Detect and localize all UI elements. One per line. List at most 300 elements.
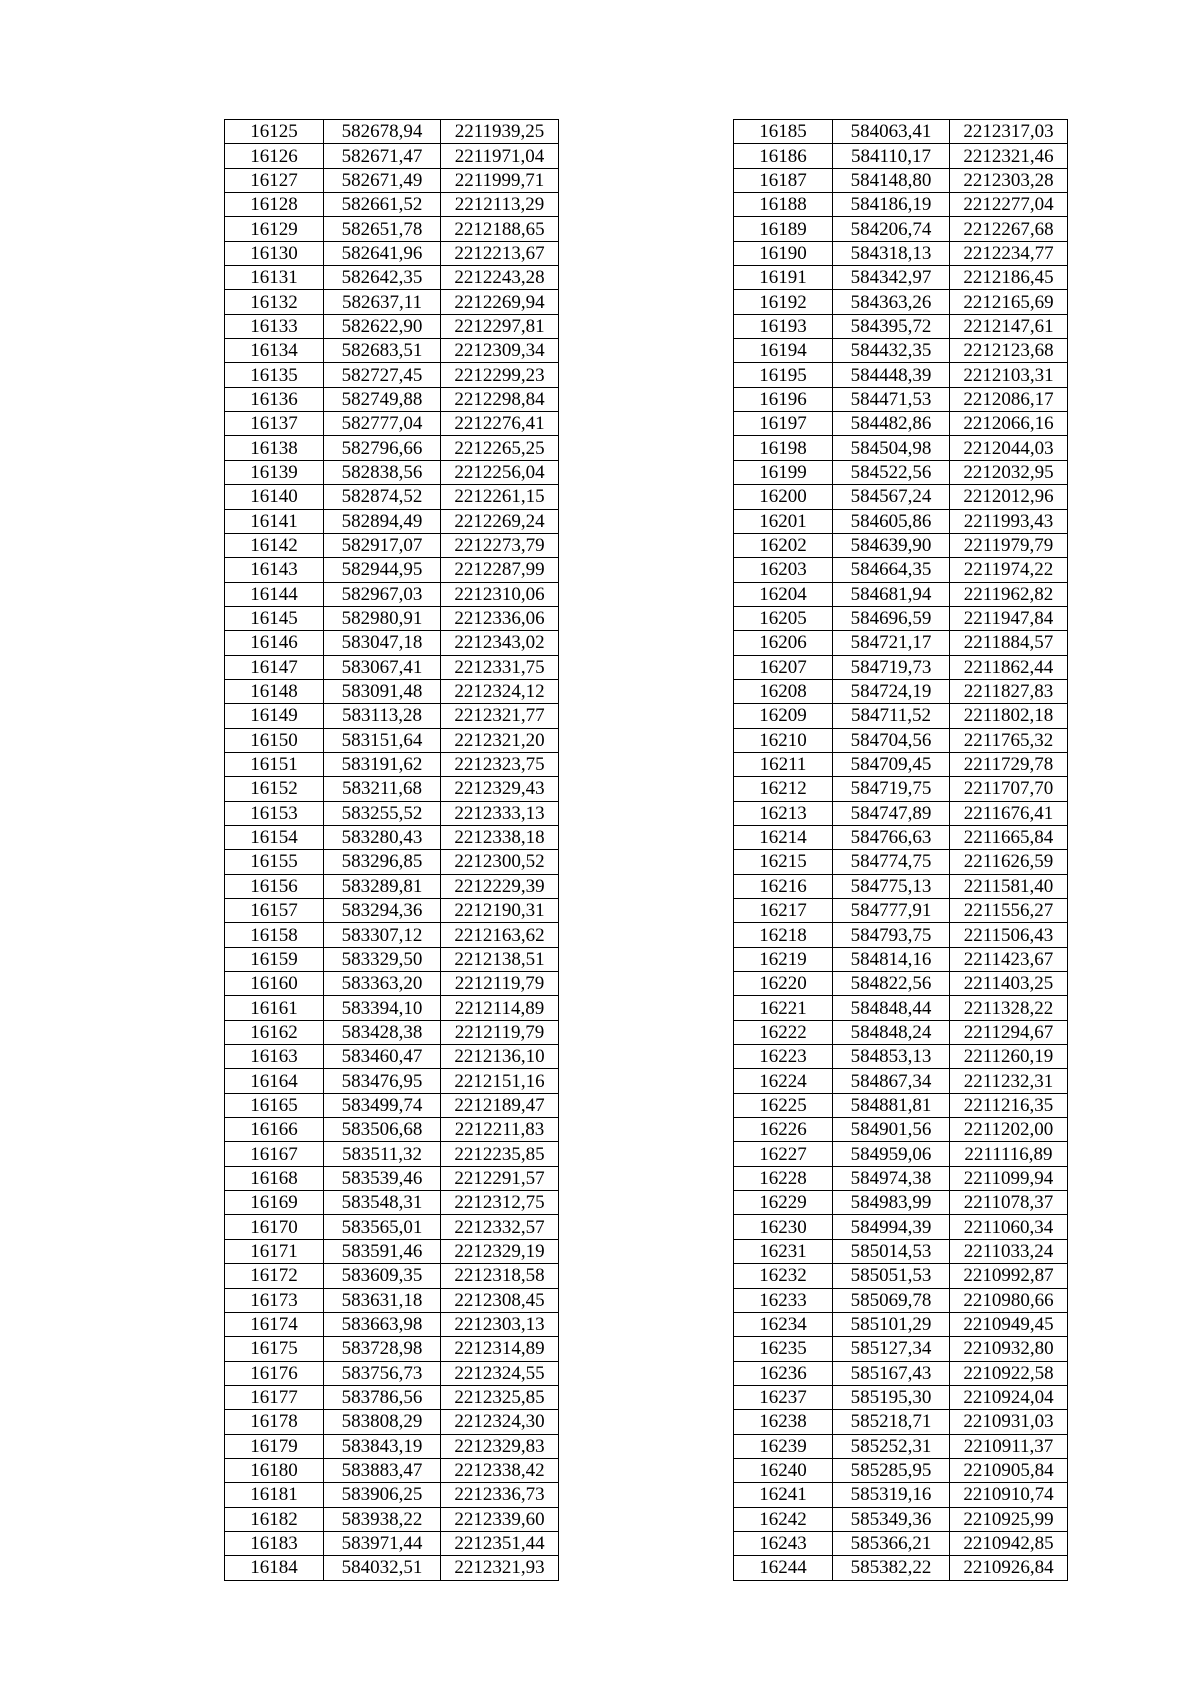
x-coordinate-cell: 583280,43 bbox=[324, 825, 441, 849]
y-coordinate-cell: 2212314,89 bbox=[441, 1337, 559, 1361]
point-number-cell: 16153 bbox=[225, 801, 324, 825]
table-row bbox=[225, 144, 559, 168]
x-coordinate-cell: 582642,35 bbox=[324, 266, 441, 290]
point-number-cell: 16196 bbox=[734, 387, 833, 411]
y-coordinate-cell: 2212323,75 bbox=[441, 752, 559, 776]
x-coordinate-cell: 583565,01 bbox=[324, 1215, 441, 1239]
table-row bbox=[225, 728, 559, 752]
table-row bbox=[225, 509, 559, 533]
x-coordinate-cell: 584721,17 bbox=[833, 631, 950, 655]
table-row bbox=[734, 1410, 1068, 1434]
x-coordinate-cell: 584522,56 bbox=[833, 460, 950, 484]
x-coordinate-cell: 582980,91 bbox=[324, 606, 441, 630]
table-row bbox=[734, 752, 1068, 776]
point-number-cell: 16200 bbox=[734, 485, 833, 509]
y-coordinate-cell: 2211665,84 bbox=[950, 825, 1068, 849]
y-coordinate-cell: 2212276,41 bbox=[441, 412, 559, 436]
point-number-cell: 16199 bbox=[734, 460, 833, 484]
y-coordinate-cell: 2212235,85 bbox=[441, 1142, 559, 1166]
point-number-cell: 16198 bbox=[734, 436, 833, 460]
y-coordinate-cell: 2211033,24 bbox=[950, 1239, 1068, 1263]
y-coordinate-cell: 2212123,68 bbox=[950, 339, 1068, 363]
table-row bbox=[734, 1045, 1068, 1069]
x-coordinate-cell: 585195,30 bbox=[833, 1385, 950, 1409]
table-row bbox=[225, 1556, 559, 1580]
y-coordinate-cell: 2211260,19 bbox=[950, 1045, 1068, 1069]
y-coordinate-cell: 2211862,44 bbox=[950, 655, 1068, 679]
x-coordinate-cell: 584848,44 bbox=[833, 996, 950, 1020]
point-number-cell: 16155 bbox=[225, 850, 324, 874]
point-number-cell: 16186 bbox=[734, 144, 833, 168]
x-coordinate-cell: 584605,86 bbox=[833, 509, 950, 533]
y-coordinate-cell: 2212211,83 bbox=[441, 1118, 559, 1142]
y-coordinate-cell: 2212273,79 bbox=[441, 533, 559, 557]
y-coordinate-cell: 2211423,67 bbox=[950, 947, 1068, 971]
y-coordinate-cell: 2212114,89 bbox=[441, 996, 559, 1020]
table-row bbox=[734, 850, 1068, 874]
point-number-cell: 16173 bbox=[225, 1288, 324, 1312]
y-coordinate-cell: 2211506,43 bbox=[950, 923, 1068, 947]
y-coordinate-cell: 2212324,55 bbox=[441, 1361, 559, 1385]
x-coordinate-cell: 582838,56 bbox=[324, 460, 441, 484]
table-row bbox=[225, 412, 559, 436]
y-coordinate-cell: 2212256,04 bbox=[441, 460, 559, 484]
table-row bbox=[225, 1191, 559, 1215]
y-coordinate-cell: 2211999,71 bbox=[441, 168, 559, 192]
table-row bbox=[734, 485, 1068, 509]
x-coordinate-cell: 584766,63 bbox=[833, 825, 950, 849]
table-row bbox=[225, 387, 559, 411]
y-coordinate-cell: 2212324,12 bbox=[441, 679, 559, 703]
table-row bbox=[734, 339, 1068, 363]
point-number-cell: 16238 bbox=[734, 1410, 833, 1434]
table-row bbox=[225, 217, 559, 241]
x-coordinate-cell: 584063,41 bbox=[833, 120, 950, 144]
x-coordinate-cell: 584471,53 bbox=[833, 387, 950, 411]
y-coordinate-cell: 2212298,84 bbox=[441, 387, 559, 411]
point-number-cell: 16225 bbox=[734, 1093, 833, 1117]
table-row bbox=[225, 972, 559, 996]
y-coordinate-cell: 2211802,18 bbox=[950, 704, 1068, 728]
y-coordinate-cell: 2211581,40 bbox=[950, 874, 1068, 898]
y-coordinate-cell: 2212165,69 bbox=[950, 290, 1068, 314]
table-row bbox=[225, 1507, 559, 1531]
y-coordinate-cell: 2212190,31 bbox=[441, 899, 559, 923]
table-row bbox=[225, 1434, 559, 1458]
table-row bbox=[734, 558, 1068, 582]
table-row bbox=[225, 1337, 559, 1361]
y-coordinate-cell: 2212318,58 bbox=[441, 1264, 559, 1288]
point-number-cell: 16208 bbox=[734, 679, 833, 703]
y-coordinate-cell: 2212329,19 bbox=[441, 1239, 559, 1263]
y-coordinate-cell: 2212329,43 bbox=[441, 777, 559, 801]
point-number-cell: 16149 bbox=[225, 704, 324, 728]
point-number-cell: 16161 bbox=[225, 996, 324, 1020]
table-row bbox=[225, 1215, 559, 1239]
point-number-cell: 16207 bbox=[734, 655, 833, 679]
y-coordinate-cell: 2210926,84 bbox=[950, 1556, 1068, 1580]
coordinates-table-left bbox=[224, 119, 559, 1581]
y-coordinate-cell: 2212261,15 bbox=[441, 485, 559, 509]
table-row bbox=[734, 1020, 1068, 1044]
point-number-cell: 16239 bbox=[734, 1434, 833, 1458]
x-coordinate-cell: 585366,21 bbox=[833, 1531, 950, 1555]
point-number-cell: 16213 bbox=[734, 801, 833, 825]
point-number-cell: 16129 bbox=[225, 217, 324, 241]
x-coordinate-cell: 585167,43 bbox=[833, 1361, 950, 1385]
table-row bbox=[225, 1288, 559, 1312]
table-row bbox=[225, 1020, 559, 1044]
y-coordinate-cell: 2212012,96 bbox=[950, 485, 1068, 509]
y-coordinate-cell: 2210980,66 bbox=[950, 1288, 1068, 1312]
table-row bbox=[225, 996, 559, 1020]
table-row bbox=[734, 1312, 1068, 1336]
y-coordinate-cell: 2212343,02 bbox=[441, 631, 559, 655]
table-row bbox=[734, 436, 1068, 460]
point-number-cell: 16221 bbox=[734, 996, 833, 1020]
table-row bbox=[734, 801, 1068, 825]
y-coordinate-cell: 2212269,24 bbox=[441, 509, 559, 533]
y-coordinate-cell: 2212267,68 bbox=[950, 217, 1068, 241]
y-coordinate-cell: 2212151,16 bbox=[441, 1069, 559, 1093]
table-row bbox=[225, 436, 559, 460]
x-coordinate-cell: 582651,78 bbox=[324, 217, 441, 241]
table-row bbox=[225, 1410, 559, 1434]
x-coordinate-cell: 582678,94 bbox=[324, 120, 441, 144]
table-row bbox=[734, 1337, 1068, 1361]
y-coordinate-cell: 2211403,25 bbox=[950, 972, 1068, 996]
y-coordinate-cell: 2212297,81 bbox=[441, 314, 559, 338]
y-coordinate-cell: 2212333,13 bbox=[441, 801, 559, 825]
table-row bbox=[225, 1312, 559, 1336]
y-coordinate-cell: 2211099,94 bbox=[950, 1166, 1068, 1190]
x-coordinate-cell: 584724,19 bbox=[833, 679, 950, 703]
x-coordinate-cell: 584696,59 bbox=[833, 606, 950, 630]
x-coordinate-cell: 582727,45 bbox=[324, 363, 441, 387]
table-row bbox=[734, 1556, 1068, 1580]
point-number-cell: 16127 bbox=[225, 168, 324, 192]
table-row bbox=[225, 679, 559, 703]
point-number-cell: 16206 bbox=[734, 631, 833, 655]
table-row bbox=[734, 266, 1068, 290]
y-coordinate-cell: 2212147,61 bbox=[950, 314, 1068, 338]
point-number-cell: 16230 bbox=[734, 1215, 833, 1239]
y-coordinate-cell: 2212287,99 bbox=[441, 558, 559, 582]
y-coordinate-cell: 2212321,20 bbox=[441, 728, 559, 752]
point-number-cell: 16148 bbox=[225, 679, 324, 703]
point-number-cell: 16219 bbox=[734, 947, 833, 971]
y-coordinate-cell: 2212163,62 bbox=[441, 923, 559, 947]
table-row bbox=[225, 241, 559, 265]
y-coordinate-cell: 2210925,99 bbox=[950, 1507, 1068, 1531]
y-coordinate-cell: 2211947,84 bbox=[950, 606, 1068, 630]
x-coordinate-cell: 584110,17 bbox=[833, 144, 950, 168]
x-coordinate-cell: 583363,20 bbox=[324, 972, 441, 996]
table-row bbox=[734, 412, 1068, 436]
x-coordinate-cell: 584711,52 bbox=[833, 704, 950, 728]
x-coordinate-cell: 585218,71 bbox=[833, 1410, 950, 1434]
table-row bbox=[225, 850, 559, 874]
x-coordinate-cell: 584395,72 bbox=[833, 314, 950, 338]
table-row bbox=[225, 655, 559, 679]
x-coordinate-cell: 584709,45 bbox=[833, 752, 950, 776]
table-row bbox=[225, 290, 559, 314]
point-number-cell: 16180 bbox=[225, 1458, 324, 1482]
y-coordinate-cell: 2212188,65 bbox=[441, 217, 559, 241]
point-number-cell: 16193 bbox=[734, 314, 833, 338]
point-number-cell: 16146 bbox=[225, 631, 324, 655]
table-row bbox=[734, 387, 1068, 411]
point-number-cell: 16237 bbox=[734, 1385, 833, 1409]
point-number-cell: 16179 bbox=[225, 1434, 324, 1458]
point-number-cell: 16204 bbox=[734, 582, 833, 606]
point-number-cell: 16202 bbox=[734, 533, 833, 557]
x-coordinate-cell: 584719,75 bbox=[833, 777, 950, 801]
point-number-cell: 16164 bbox=[225, 1069, 324, 1093]
x-coordinate-cell: 584363,26 bbox=[833, 290, 950, 314]
x-coordinate-cell: 583296,85 bbox=[324, 850, 441, 874]
point-number-cell: 16145 bbox=[225, 606, 324, 630]
x-coordinate-cell: 582622,90 bbox=[324, 314, 441, 338]
x-coordinate-cell: 584774,75 bbox=[833, 850, 950, 874]
x-coordinate-cell: 583289,81 bbox=[324, 874, 441, 898]
x-coordinate-cell: 582749,88 bbox=[324, 387, 441, 411]
table-row bbox=[734, 1361, 1068, 1385]
x-coordinate-cell: 583294,36 bbox=[324, 899, 441, 923]
table-row bbox=[225, 1166, 559, 1190]
point-number-cell: 16135 bbox=[225, 363, 324, 387]
table-row bbox=[225, 923, 559, 947]
table-row bbox=[734, 631, 1068, 655]
point-number-cell: 16172 bbox=[225, 1264, 324, 1288]
x-coordinate-cell: 583191,62 bbox=[324, 752, 441, 776]
y-coordinate-cell: 2212336,73 bbox=[441, 1483, 559, 1507]
y-coordinate-cell: 2211294,67 bbox=[950, 1020, 1068, 1044]
table-row bbox=[225, 631, 559, 655]
point-number-cell: 16191 bbox=[734, 266, 833, 290]
table-row bbox=[734, 460, 1068, 484]
table-row bbox=[225, 1483, 559, 1507]
table-row bbox=[225, 582, 559, 606]
x-coordinate-cell: 585285,95 bbox=[833, 1458, 950, 1482]
table-row bbox=[734, 996, 1068, 1020]
point-number-cell: 16185 bbox=[734, 120, 833, 144]
y-coordinate-cell: 2212243,28 bbox=[441, 266, 559, 290]
x-coordinate-cell: 582894,49 bbox=[324, 509, 441, 533]
y-coordinate-cell: 2212339,60 bbox=[441, 1507, 559, 1531]
point-number-cell: 16176 bbox=[225, 1361, 324, 1385]
x-coordinate-cell: 583428,38 bbox=[324, 1020, 441, 1044]
y-coordinate-cell: 2212317,03 bbox=[950, 120, 1068, 144]
y-coordinate-cell: 2212310,06 bbox=[441, 582, 559, 606]
x-coordinate-cell: 583113,28 bbox=[324, 704, 441, 728]
x-coordinate-cell: 583808,29 bbox=[324, 1410, 441, 1434]
y-coordinate-cell: 2211962,82 bbox=[950, 582, 1068, 606]
y-coordinate-cell: 2212086,17 bbox=[950, 387, 1068, 411]
table-row bbox=[225, 193, 559, 217]
point-number-cell: 16130 bbox=[225, 241, 324, 265]
x-coordinate-cell: 584148,80 bbox=[833, 168, 950, 192]
table-row bbox=[225, 777, 559, 801]
x-coordinate-cell: 583394,10 bbox=[324, 996, 441, 1020]
x-coordinate-cell: 584901,56 bbox=[833, 1118, 950, 1142]
table-row bbox=[225, 1458, 559, 1482]
y-coordinate-cell: 2210932,80 bbox=[950, 1337, 1068, 1361]
table-row bbox=[734, 899, 1068, 923]
table-row bbox=[225, 704, 559, 728]
point-number-cell: 16152 bbox=[225, 777, 324, 801]
point-number-cell: 16183 bbox=[225, 1531, 324, 1555]
point-number-cell: 16141 bbox=[225, 509, 324, 533]
point-number-cell: 16240 bbox=[734, 1458, 833, 1482]
point-number-cell: 16201 bbox=[734, 509, 833, 533]
point-number-cell: 16147 bbox=[225, 655, 324, 679]
x-coordinate-cell: 584186,19 bbox=[833, 193, 950, 217]
x-coordinate-cell: 584848,24 bbox=[833, 1020, 950, 1044]
y-coordinate-cell: 2212119,79 bbox=[441, 972, 559, 996]
x-coordinate-cell: 584747,89 bbox=[833, 801, 950, 825]
point-number-cell: 16209 bbox=[734, 704, 833, 728]
point-number-cell: 16231 bbox=[734, 1239, 833, 1263]
table-row bbox=[225, 1069, 559, 1093]
x-coordinate-cell: 584664,35 bbox=[833, 558, 950, 582]
point-number-cell: 16195 bbox=[734, 363, 833, 387]
point-number-cell: 16190 bbox=[734, 241, 833, 265]
point-number-cell: 16189 bbox=[734, 217, 833, 241]
table-row bbox=[734, 168, 1068, 192]
y-coordinate-cell: 2210992,87 bbox=[950, 1264, 1068, 1288]
table-row bbox=[734, 1166, 1068, 1190]
x-coordinate-cell: 585069,78 bbox=[833, 1288, 950, 1312]
y-coordinate-cell: 2210924,04 bbox=[950, 1385, 1068, 1409]
x-coordinate-cell: 584775,13 bbox=[833, 874, 950, 898]
table-row bbox=[225, 120, 559, 144]
table-row bbox=[734, 363, 1068, 387]
table-row bbox=[225, 1239, 559, 1263]
table-row bbox=[734, 655, 1068, 679]
y-coordinate-cell: 2212321,77 bbox=[441, 704, 559, 728]
y-coordinate-cell: 2212303,28 bbox=[950, 168, 1068, 192]
table-row bbox=[734, 582, 1068, 606]
x-coordinate-cell: 582671,47 bbox=[324, 144, 441, 168]
table-row bbox=[225, 874, 559, 898]
table-row bbox=[225, 558, 559, 582]
point-number-cell: 16218 bbox=[734, 923, 833, 947]
y-coordinate-cell: 2211827,83 bbox=[950, 679, 1068, 703]
y-coordinate-cell: 2212351,44 bbox=[441, 1531, 559, 1555]
point-number-cell: 16192 bbox=[734, 290, 833, 314]
x-coordinate-cell: 583663,98 bbox=[324, 1312, 441, 1336]
y-coordinate-cell: 2211707,70 bbox=[950, 777, 1068, 801]
table-row bbox=[225, 339, 559, 363]
point-number-cell: 16134 bbox=[225, 339, 324, 363]
point-number-cell: 16241 bbox=[734, 1483, 833, 1507]
table-row bbox=[225, 752, 559, 776]
point-number-cell: 16222 bbox=[734, 1020, 833, 1044]
y-coordinate-cell: 2212113,29 bbox=[441, 193, 559, 217]
point-number-cell: 16159 bbox=[225, 947, 324, 971]
y-coordinate-cell: 2212066,16 bbox=[950, 412, 1068, 436]
y-coordinate-cell: 2212186,45 bbox=[950, 266, 1068, 290]
table-row bbox=[225, 825, 559, 849]
x-coordinate-cell: 583255,52 bbox=[324, 801, 441, 825]
point-number-cell: 16212 bbox=[734, 777, 833, 801]
x-coordinate-cell: 585349,36 bbox=[833, 1507, 950, 1531]
y-coordinate-cell: 2211556,27 bbox=[950, 899, 1068, 923]
x-coordinate-cell: 584822,56 bbox=[833, 972, 950, 996]
table-row bbox=[734, 704, 1068, 728]
x-coordinate-cell: 585014,53 bbox=[833, 1239, 950, 1263]
point-number-cell: 16125 bbox=[225, 120, 324, 144]
y-coordinate-cell: 2212303,13 bbox=[441, 1312, 559, 1336]
x-coordinate-cell: 582777,04 bbox=[324, 412, 441, 436]
table-row bbox=[734, 290, 1068, 314]
y-coordinate-cell: 2212300,52 bbox=[441, 850, 559, 874]
x-coordinate-cell: 584318,13 bbox=[833, 241, 950, 265]
y-coordinate-cell: 2212103,31 bbox=[950, 363, 1068, 387]
coordinates-table-right bbox=[733, 119, 1068, 1581]
table-row bbox=[734, 1264, 1068, 1288]
point-number-cell: 16232 bbox=[734, 1264, 833, 1288]
point-number-cell: 16242 bbox=[734, 1507, 833, 1531]
table-row bbox=[734, 825, 1068, 849]
x-coordinate-cell: 585319,16 bbox=[833, 1483, 950, 1507]
point-number-cell: 16136 bbox=[225, 387, 324, 411]
point-number-cell: 16150 bbox=[225, 728, 324, 752]
x-coordinate-cell: 583539,46 bbox=[324, 1166, 441, 1190]
point-number-cell: 16171 bbox=[225, 1239, 324, 1263]
y-coordinate-cell: 2211939,25 bbox=[441, 120, 559, 144]
x-coordinate-cell: 585252,31 bbox=[833, 1434, 950, 1458]
x-coordinate-cell: 583906,25 bbox=[324, 1483, 441, 1507]
table-row bbox=[225, 606, 559, 630]
table-row bbox=[734, 947, 1068, 971]
table-row bbox=[225, 1385, 559, 1409]
y-coordinate-cell: 2212044,03 bbox=[950, 436, 1068, 460]
table-row bbox=[225, 1093, 559, 1117]
point-number-cell: 16160 bbox=[225, 972, 324, 996]
y-coordinate-cell: 2212189,47 bbox=[441, 1093, 559, 1117]
point-number-cell: 16229 bbox=[734, 1191, 833, 1215]
table-row bbox=[734, 1093, 1068, 1117]
x-coordinate-cell: 582874,52 bbox=[324, 485, 441, 509]
y-coordinate-cell: 2210931,03 bbox=[950, 1410, 1068, 1434]
x-coordinate-cell: 583506,68 bbox=[324, 1118, 441, 1142]
point-number-cell: 16228 bbox=[734, 1166, 833, 1190]
point-number-cell: 16133 bbox=[225, 314, 324, 338]
point-number-cell: 16156 bbox=[225, 874, 324, 898]
x-coordinate-cell: 585051,53 bbox=[833, 1264, 950, 1288]
y-coordinate-cell: 2212229,39 bbox=[441, 874, 559, 898]
point-number-cell: 16162 bbox=[225, 1020, 324, 1044]
point-number-cell: 16158 bbox=[225, 923, 324, 947]
point-number-cell: 16197 bbox=[734, 412, 833, 436]
x-coordinate-cell: 583307,12 bbox=[324, 923, 441, 947]
table-row bbox=[734, 923, 1068, 947]
x-coordinate-cell: 584504,98 bbox=[833, 436, 950, 460]
table-row bbox=[734, 509, 1068, 533]
y-coordinate-cell: 2212299,23 bbox=[441, 363, 559, 387]
point-number-cell: 16194 bbox=[734, 339, 833, 363]
y-coordinate-cell: 2212321,93 bbox=[441, 1556, 559, 1580]
table-row bbox=[225, 533, 559, 557]
point-number-cell: 16138 bbox=[225, 436, 324, 460]
x-coordinate-cell: 582637,11 bbox=[324, 290, 441, 314]
x-coordinate-cell: 584881,81 bbox=[833, 1093, 950, 1117]
x-coordinate-cell: 582683,51 bbox=[324, 339, 441, 363]
y-coordinate-cell: 2211202,00 bbox=[950, 1118, 1068, 1142]
point-number-cell: 16165 bbox=[225, 1093, 324, 1117]
